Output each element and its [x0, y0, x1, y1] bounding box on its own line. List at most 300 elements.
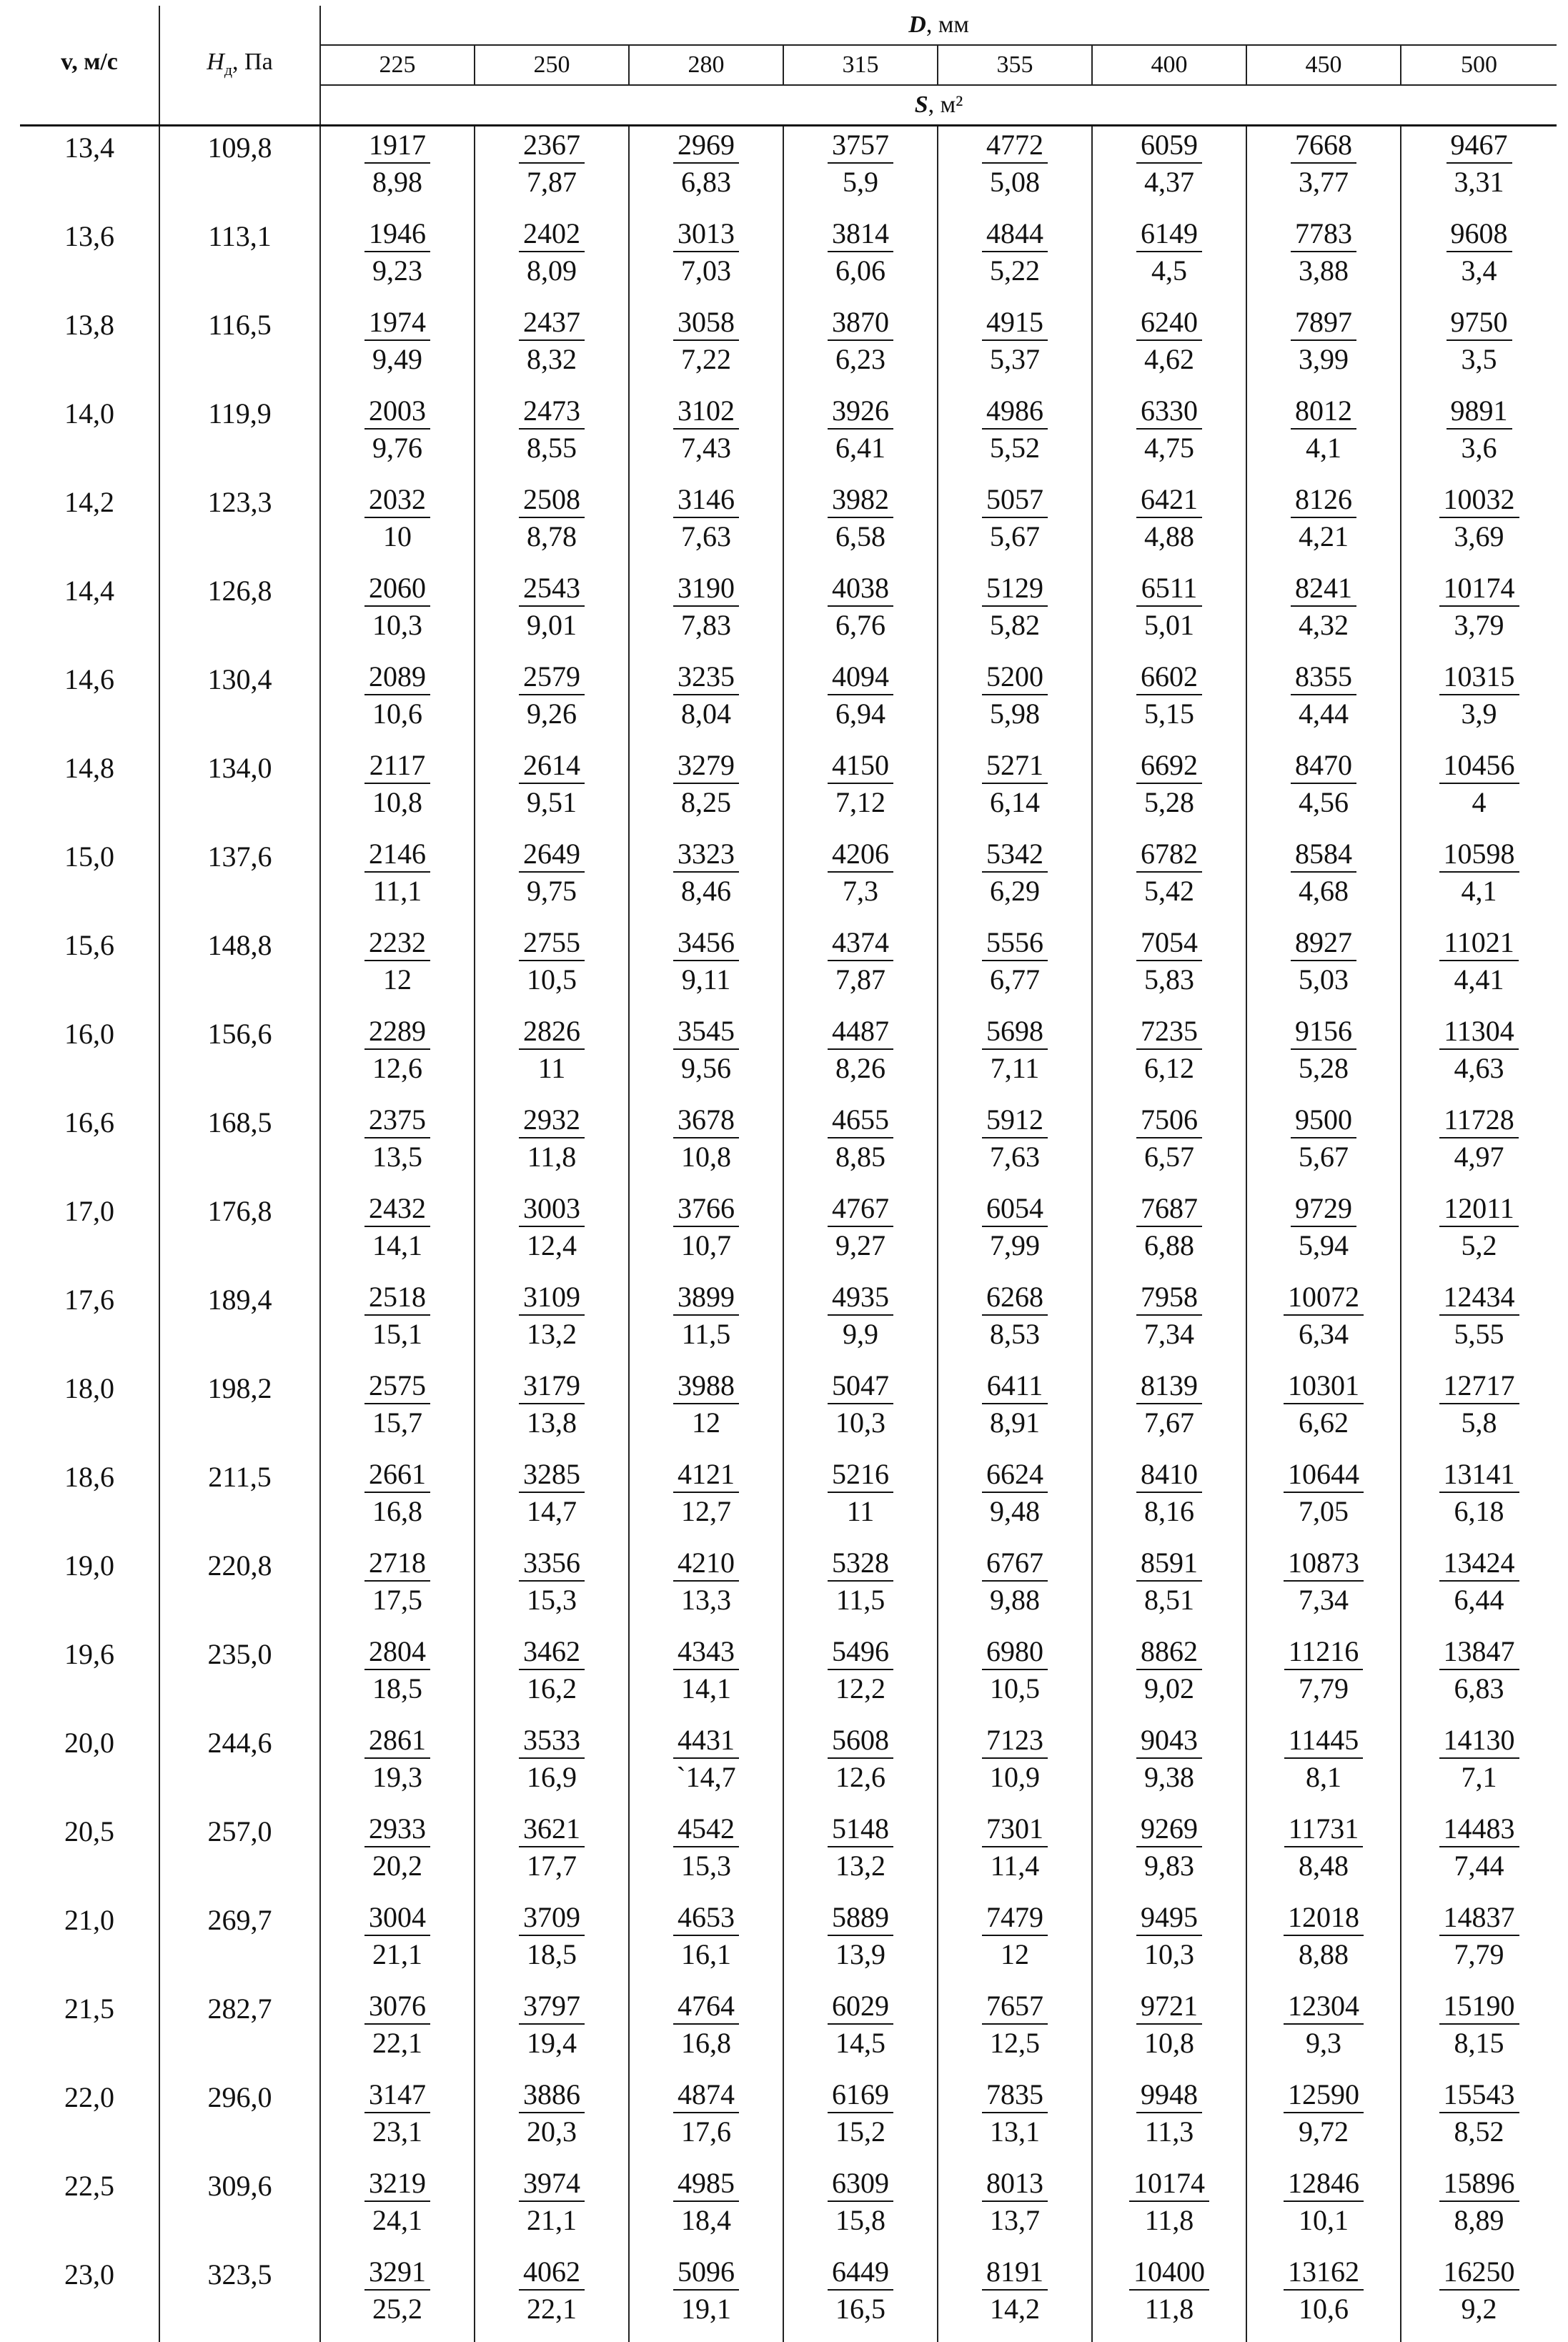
- fraction-numerator: 3886: [519, 2079, 585, 2113]
- value-cell: [938, 1013, 1092, 1101]
- fraction: [364, 1990, 430, 2058]
- fraction-denominator: 9,26: [522, 695, 581, 728]
- fraction-denominator: 11,8: [1141, 2202, 1199, 2235]
- fraction-denominator: 9,02: [1140, 1670, 1199, 1703]
- fraction-numerator: 7835: [982, 2079, 1048, 2113]
- diameter-header: 450: [1246, 45, 1401, 85]
- fraction: [828, 1813, 893, 1880]
- fraction-denominator: 10,3: [368, 607, 427, 640]
- fraction-denominator: 21,1: [522, 2202, 581, 2235]
- fraction-denominator: 18,5: [368, 1670, 427, 1703]
- fraction-numerator: 2437: [519, 307, 585, 341]
- fraction: [982, 1016, 1048, 1083]
- fraction-denominator: 7,22: [677, 341, 735, 374]
- value-cell: [1246, 570, 1401, 658]
- fraction-numerator: 3982: [828, 484, 893, 518]
- value-cell: [320, 658, 475, 747]
- value-cell: [475, 2165, 629, 2253]
- fraction: [519, 1990, 585, 2058]
- velocity-cell: 14,4: [20, 570, 159, 658]
- value-cell: [1401, 1544, 1557, 1633]
- header-diameter: D, мм: [320, 6, 1557, 45]
- value-cell: [1092, 1899, 1246, 1988]
- value-cell: [629, 481, 783, 570]
- fraction-denominator: 8,88: [1294, 1936, 1353, 1969]
- fraction-denominator: 15,3: [522, 1582, 581, 1614]
- fraction-denominator: 7,63: [677, 518, 735, 551]
- value-cell: [783, 658, 938, 747]
- fraction: [364, 1193, 430, 1260]
- fraction-numerator: 3456: [673, 927, 739, 961]
- pressure-cell: 309,6: [159, 2165, 320, 2253]
- fraction-denominator: 8,1: [1301, 1759, 1346, 1792]
- value-cell: [783, 1899, 938, 1988]
- table-row: [20, 1101, 1557, 1190]
- value-cell: [938, 1456, 1092, 1544]
- table-row: [20, 1810, 1557, 1899]
- fraction-numerator: 4655: [828, 1104, 893, 1138]
- fraction-denominator: 4,32: [1294, 607, 1353, 640]
- fraction-denominator: 6,94: [831, 695, 890, 728]
- fraction: [1291, 1193, 1356, 1260]
- fraction-numerator: 10072: [1284, 1281, 1364, 1316]
- value-cell: [1092, 304, 1246, 392]
- fraction-denominator: 7,3: [838, 873, 883, 905]
- fraction: [1439, 572, 1519, 640]
- fraction-numerator: 14837: [1439, 1902, 1519, 1936]
- fraction: [519, 927, 585, 994]
- value-cell: [783, 2076, 938, 2165]
- fraction: [1136, 661, 1202, 728]
- value-cell: [1246, 215, 1401, 304]
- fraction-numerator: 3323: [673, 838, 739, 873]
- fraction: [673, 750, 739, 817]
- fraction-numerator: 4062: [519, 2256, 585, 2291]
- fraction-denominator: 7,67: [1140, 1404, 1199, 1437]
- fraction-denominator: 8,46: [677, 873, 735, 905]
- fraction: [828, 1370, 893, 1437]
- fraction-numerator: 2718: [364, 1547, 430, 1582]
- fraction: [982, 927, 1048, 994]
- fraction-numerator: 5912: [982, 1104, 1048, 1138]
- fraction: [1439, 661, 1519, 728]
- fraction: [519, 1104, 585, 1171]
- fraction-numerator: 2367: [519, 129, 585, 164]
- fraction: [364, 1370, 430, 1437]
- fraction: [1136, 1547, 1202, 1614]
- fraction: [982, 572, 1048, 640]
- fraction-numerator: 8584: [1291, 838, 1356, 873]
- value-cell: [1092, 392, 1246, 481]
- pressure-cell: 323,5: [159, 2253, 320, 2342]
- value-cell: [783, 1367, 938, 1456]
- fraction: [1439, 1636, 1519, 1703]
- fraction: [364, 2256, 430, 2323]
- fraction-numerator: 13847: [1439, 1636, 1519, 1670]
- fraction-numerator: 11445: [1284, 1725, 1364, 1759]
- value-cell: [320, 1190, 475, 1279]
- fraction-denominator: 3,31: [1450, 164, 1509, 197]
- fraction-denominator: 12,2: [831, 1670, 890, 1703]
- velocity-cell: 18,6: [20, 1456, 159, 1544]
- value-cell: [783, 1013, 938, 1101]
- diameter-header: 280: [629, 45, 783, 85]
- fraction: [1284, 1281, 1364, 1349]
- fraction-denominator: 8,91: [986, 1404, 1044, 1437]
- value-cell: [629, 2165, 783, 2253]
- fraction-numerator: 5889: [828, 1902, 893, 1936]
- value-cell: [1401, 392, 1557, 481]
- velocity-cell: 14,8: [20, 747, 159, 835]
- pressure-cell: 168,5: [159, 1101, 320, 1190]
- value-cell: [629, 215, 783, 304]
- fraction: [828, 1547, 893, 1614]
- fraction: [1439, 927, 1519, 994]
- fraction-numerator: 2117: [364, 750, 430, 784]
- velocity-cell: 21,0: [20, 1899, 159, 1988]
- fraction-numerator: 3988: [673, 1370, 739, 1404]
- fraction-numerator: 6421: [1136, 484, 1202, 518]
- fraction-denominator: 4,88: [1140, 518, 1199, 551]
- fraction: [519, 484, 585, 551]
- fraction-denominator: 10,5: [986, 1670, 1044, 1703]
- fraction-numerator: 4210: [673, 1547, 739, 1582]
- fraction-numerator: 1974: [364, 307, 430, 341]
- fraction-denominator: 10,6: [1294, 2291, 1353, 2323]
- fraction: [364, 1636, 430, 1703]
- fraction-numerator: 6511: [1136, 572, 1202, 607]
- fraction-denominator: 20,2: [368, 1847, 427, 1880]
- velocity-cell: 14,0: [20, 392, 159, 481]
- fraction-denominator: 7,63: [986, 1138, 1044, 1171]
- pressure-cell: 211,5: [159, 1456, 320, 1544]
- fraction: [519, 1016, 585, 1083]
- fraction-numerator: 6149: [1136, 218, 1202, 252]
- fraction: [1447, 218, 1512, 285]
- fraction-numerator: 7235: [1136, 1016, 1202, 1050]
- fraction: [364, 838, 430, 905]
- fraction: [519, 1813, 585, 1880]
- table-row: [20, 1544, 1557, 1633]
- fraction-numerator: 12434: [1439, 1281, 1519, 1316]
- fraction-denominator: 8,09: [522, 252, 581, 285]
- fraction-numerator: 3678: [673, 1104, 739, 1138]
- fraction-denominator: 11,5: [678, 1316, 735, 1349]
- fraction-denominator: 10,7: [677, 1227, 735, 1260]
- fraction: [364, 307, 430, 374]
- value-cell: [629, 1633, 783, 1722]
- fraction-denominator: 3,77: [1294, 164, 1353, 197]
- fraction-denominator: 6,34: [1294, 1316, 1353, 1349]
- fraction-denominator: 5,83: [1140, 961, 1199, 994]
- fraction: [1291, 484, 1356, 551]
- fraction: [1284, 2256, 1364, 2323]
- fraction-numerator: 7897: [1291, 307, 1356, 341]
- fraction-denominator: 16,2: [522, 1670, 581, 1703]
- fraction-numerator: 4653: [673, 1902, 739, 1936]
- fraction: [1291, 927, 1356, 994]
- pressure-cell: 269,7: [159, 1899, 320, 1988]
- fraction-numerator: 6411: [982, 1370, 1048, 1404]
- fraction: [1284, 1725, 1364, 1792]
- fraction-numerator: 4374: [828, 927, 893, 961]
- value-cell: [320, 1101, 475, 1190]
- fraction-denominator: 16,8: [677, 2025, 735, 2058]
- value-cell: [475, 1279, 629, 1367]
- value-cell: [1246, 2076, 1401, 2165]
- value-cell: [475, 1190, 629, 1279]
- fraction-denominator: 18,4: [677, 2202, 735, 2235]
- fraction: [519, 1193, 585, 1260]
- fraction-numerator: 5148: [828, 1813, 893, 1847]
- pressure-cell: 257,0: [159, 1810, 320, 1899]
- fraction-numerator: 2575: [364, 1370, 430, 1404]
- fraction-numerator: 3003: [519, 1193, 585, 1227]
- fraction-denominator: 8,48: [1294, 1847, 1353, 1880]
- value-cell: [938, 2253, 1092, 2342]
- fraction: [828, 572, 893, 640]
- fraction-numerator: 4038: [828, 572, 893, 607]
- value-cell: [938, 1279, 1092, 1367]
- value-cell: [1246, 1190, 1401, 1279]
- value-cell: [475, 215, 629, 304]
- fraction: [1129, 2168, 1209, 2235]
- fraction: [1439, 750, 1519, 817]
- fraction: [673, 1459, 739, 1526]
- fraction-numerator: 9721: [1136, 1990, 1202, 2025]
- fraction-denominator: 11,8: [1141, 2291, 1199, 2323]
- fraction-numerator: 3179: [519, 1370, 585, 1404]
- velocity-cell: 20,0: [20, 1722, 159, 1810]
- pressure-cell: 189,4: [159, 1279, 320, 1367]
- value-cell: [320, 1013, 475, 1101]
- table-row: [20, 1633, 1557, 1722]
- value-cell: [783, 481, 938, 570]
- fraction-numerator: 8191: [982, 2256, 1048, 2291]
- value-cell: [629, 1101, 783, 1190]
- value-cell: [629, 1456, 783, 1544]
- fraction: [519, 2256, 585, 2323]
- pressure-cell: 220,8: [159, 1544, 320, 1633]
- value-cell: [783, 392, 938, 481]
- fraction-numerator: 3147: [364, 2079, 430, 2113]
- fraction-denominator: 10,1: [1294, 2202, 1353, 2235]
- fraction-denominator: 12,5: [986, 2025, 1044, 2058]
- fraction-numerator: 6980: [982, 1636, 1048, 1670]
- fraction-denominator: 9,56: [677, 1050, 735, 1083]
- value-cell: [1246, 1367, 1401, 1456]
- fraction-numerator: 8013: [982, 2168, 1048, 2202]
- value-cell: [938, 570, 1092, 658]
- fraction: [1136, 1990, 1202, 2058]
- fraction-denominator: 4,44: [1294, 695, 1353, 728]
- fraction-denominator: 9,83: [1140, 1847, 1199, 1880]
- fraction-denominator: 8,78: [522, 518, 581, 551]
- fraction-denominator: 15,7: [368, 1404, 427, 1437]
- fraction: [673, 1547, 739, 1614]
- value-cell: [1092, 2165, 1246, 2253]
- fraction-numerator: 10873: [1284, 1547, 1364, 1582]
- value-cell: [1246, 392, 1401, 481]
- fraction: [828, 484, 893, 551]
- fraction-denominator: 13,1: [986, 2113, 1044, 2146]
- fraction-numerator: 8862: [1136, 1636, 1202, 1670]
- fraction-numerator: 3190: [673, 572, 739, 607]
- fraction: [828, 1016, 893, 1083]
- fraction-numerator: 2543: [519, 572, 585, 607]
- fraction: [364, 661, 430, 728]
- value-cell: [475, 924, 629, 1013]
- fraction-numerator: 9750: [1447, 307, 1512, 341]
- value-cell: [475, 481, 629, 570]
- fraction-numerator: 11731: [1284, 1813, 1364, 1847]
- diameter-header: 355: [938, 45, 1092, 85]
- fraction-numerator: 9729: [1291, 1193, 1356, 1227]
- fraction: [1439, 1016, 1519, 1083]
- fraction-numerator: 6330: [1136, 395, 1202, 430]
- fraction-denominator: 10,6: [368, 695, 427, 728]
- fraction: [1291, 307, 1356, 374]
- fraction-denominator: 10,9: [986, 1759, 1044, 1792]
- fraction-denominator: 10,3: [1140, 1936, 1199, 1969]
- value-cell: [1092, 1722, 1246, 1810]
- fraction-numerator: 5608: [828, 1725, 893, 1759]
- value-cell: [1246, 1101, 1401, 1190]
- fraction: [519, 2168, 585, 2235]
- fraction: [673, 1813, 739, 1880]
- value-cell: [629, 658, 783, 747]
- value-cell: [475, 1988, 629, 2076]
- fraction-denominator: 5,82: [986, 607, 1044, 640]
- value-cell: [938, 215, 1092, 304]
- fraction: [1136, 1016, 1202, 1083]
- fraction: [1291, 661, 1356, 728]
- value-cell: [938, 2165, 1092, 2253]
- fraction: [828, 1902, 893, 1969]
- fraction-numerator: 8241: [1291, 572, 1356, 607]
- fraction-numerator: 7687: [1136, 1193, 1202, 1227]
- fraction-denominator: 18,5: [522, 1936, 581, 1969]
- fraction-denominator: 5,37: [986, 341, 1044, 374]
- velocity-cell: 19,6: [20, 1633, 159, 1722]
- fraction-numerator: 10400: [1129, 2256, 1209, 2291]
- fraction-numerator: 12846: [1284, 2168, 1364, 2202]
- fraction: [1284, 1370, 1364, 1437]
- value-cell: [475, 570, 629, 658]
- diameter-header: 225: [320, 45, 475, 85]
- velocity-cell: 17,6: [20, 1279, 159, 1367]
- value-cell: [938, 1101, 1092, 1190]
- fraction-numerator: 6624: [982, 1459, 1048, 1493]
- value-cell: [1246, 1988, 1401, 2076]
- fraction: [673, 1104, 739, 1171]
- fraction: [364, 1281, 430, 1349]
- fraction-denominator: 6,29: [986, 873, 1044, 905]
- fraction: [673, 927, 739, 994]
- fraction-numerator: 4094: [828, 661, 893, 695]
- fraction-denominator: 6,88: [1140, 1227, 1199, 1260]
- value-cell: [1246, 126, 1401, 216]
- fraction-denominator: 21,1: [368, 1936, 427, 1969]
- fraction-denominator: 19,4: [522, 2025, 581, 2058]
- fraction-numerator: 10032: [1439, 484, 1519, 518]
- fraction: [1129, 2256, 1209, 2323]
- value-cell: [1092, 1190, 1246, 1279]
- value-cell: [938, 1367, 1092, 1456]
- velocity-cell: 20,5: [20, 1810, 159, 1899]
- fraction: [364, 927, 430, 994]
- fraction-denominator: 6,57: [1140, 1138, 1199, 1171]
- fraction: [519, 1547, 585, 1614]
- fraction: [673, 2168, 739, 2235]
- fraction-numerator: 10301: [1284, 1370, 1364, 1404]
- fraction: [1439, 1370, 1519, 1437]
- fraction-numerator: 6268: [982, 1281, 1048, 1316]
- fraction-denominator: 3,4: [1457, 252, 1502, 285]
- fraction-numerator: 3797: [519, 1990, 585, 2025]
- fraction-numerator: 5216: [828, 1459, 893, 1493]
- fraction: [982, 2168, 1048, 2235]
- value-cell: [1401, 126, 1557, 216]
- fraction: [982, 2256, 1048, 2323]
- fraction: [1439, 2168, 1519, 2235]
- velocity-cell: 22,0: [20, 2076, 159, 2165]
- fraction-numerator: 2804: [364, 1636, 430, 1670]
- fraction-denominator: 4,63: [1450, 1050, 1509, 1083]
- fraction-numerator: 8410: [1136, 1459, 1202, 1493]
- fraction: [828, 1636, 893, 1703]
- fraction-denominator: 4,5: [1147, 252, 1191, 285]
- fraction-denominator: 7,87: [522, 164, 581, 197]
- value-cell: [320, 1456, 475, 1544]
- value-cell: [320, 1899, 475, 1988]
- fraction-numerator: 5129: [982, 572, 1048, 607]
- pressure-cell: 116,5: [159, 304, 320, 392]
- fraction: [673, 307, 739, 374]
- fraction: [673, 1636, 739, 1703]
- fraction: [364, 2168, 430, 2235]
- fraction-denominator: 6,18: [1450, 1493, 1509, 1526]
- value-cell: [1246, 1544, 1401, 1633]
- velocity-cell: 21,5: [20, 1988, 159, 2076]
- value-cell: [320, 2076, 475, 2165]
- fraction-denominator: 4,37: [1140, 164, 1199, 197]
- value-cell: [320, 2253, 475, 2342]
- table-body: [20, 126, 1557, 2342]
- value-cell: [475, 1456, 629, 1544]
- table-row: [20, 126, 1557, 216]
- fraction: [828, 838, 893, 905]
- fraction: [1136, 1370, 1202, 1437]
- fraction-denominator: 5,28: [1294, 1050, 1353, 1083]
- fraction-denominator: 8,55: [522, 430, 581, 462]
- fraction-denominator: 23,1: [368, 2113, 427, 2146]
- fraction-denominator: 7,44: [1450, 1847, 1509, 1880]
- fraction: [828, 1281, 893, 1349]
- fraction-numerator: 7783: [1291, 218, 1356, 252]
- fraction-denominator: 7,34: [1140, 1316, 1199, 1349]
- value-cell: [1401, 1279, 1557, 1367]
- fraction: [1447, 129, 1512, 197]
- fraction: [519, 750, 585, 817]
- value-cell: [475, 658, 629, 747]
- fraction-numerator: 5328: [828, 1547, 893, 1582]
- value-cell: [475, 304, 629, 392]
- diameter-header: 250: [475, 45, 629, 85]
- value-cell: [475, 2253, 629, 2342]
- data-table: [20, 6, 1557, 2342]
- fraction: [828, 1104, 893, 1171]
